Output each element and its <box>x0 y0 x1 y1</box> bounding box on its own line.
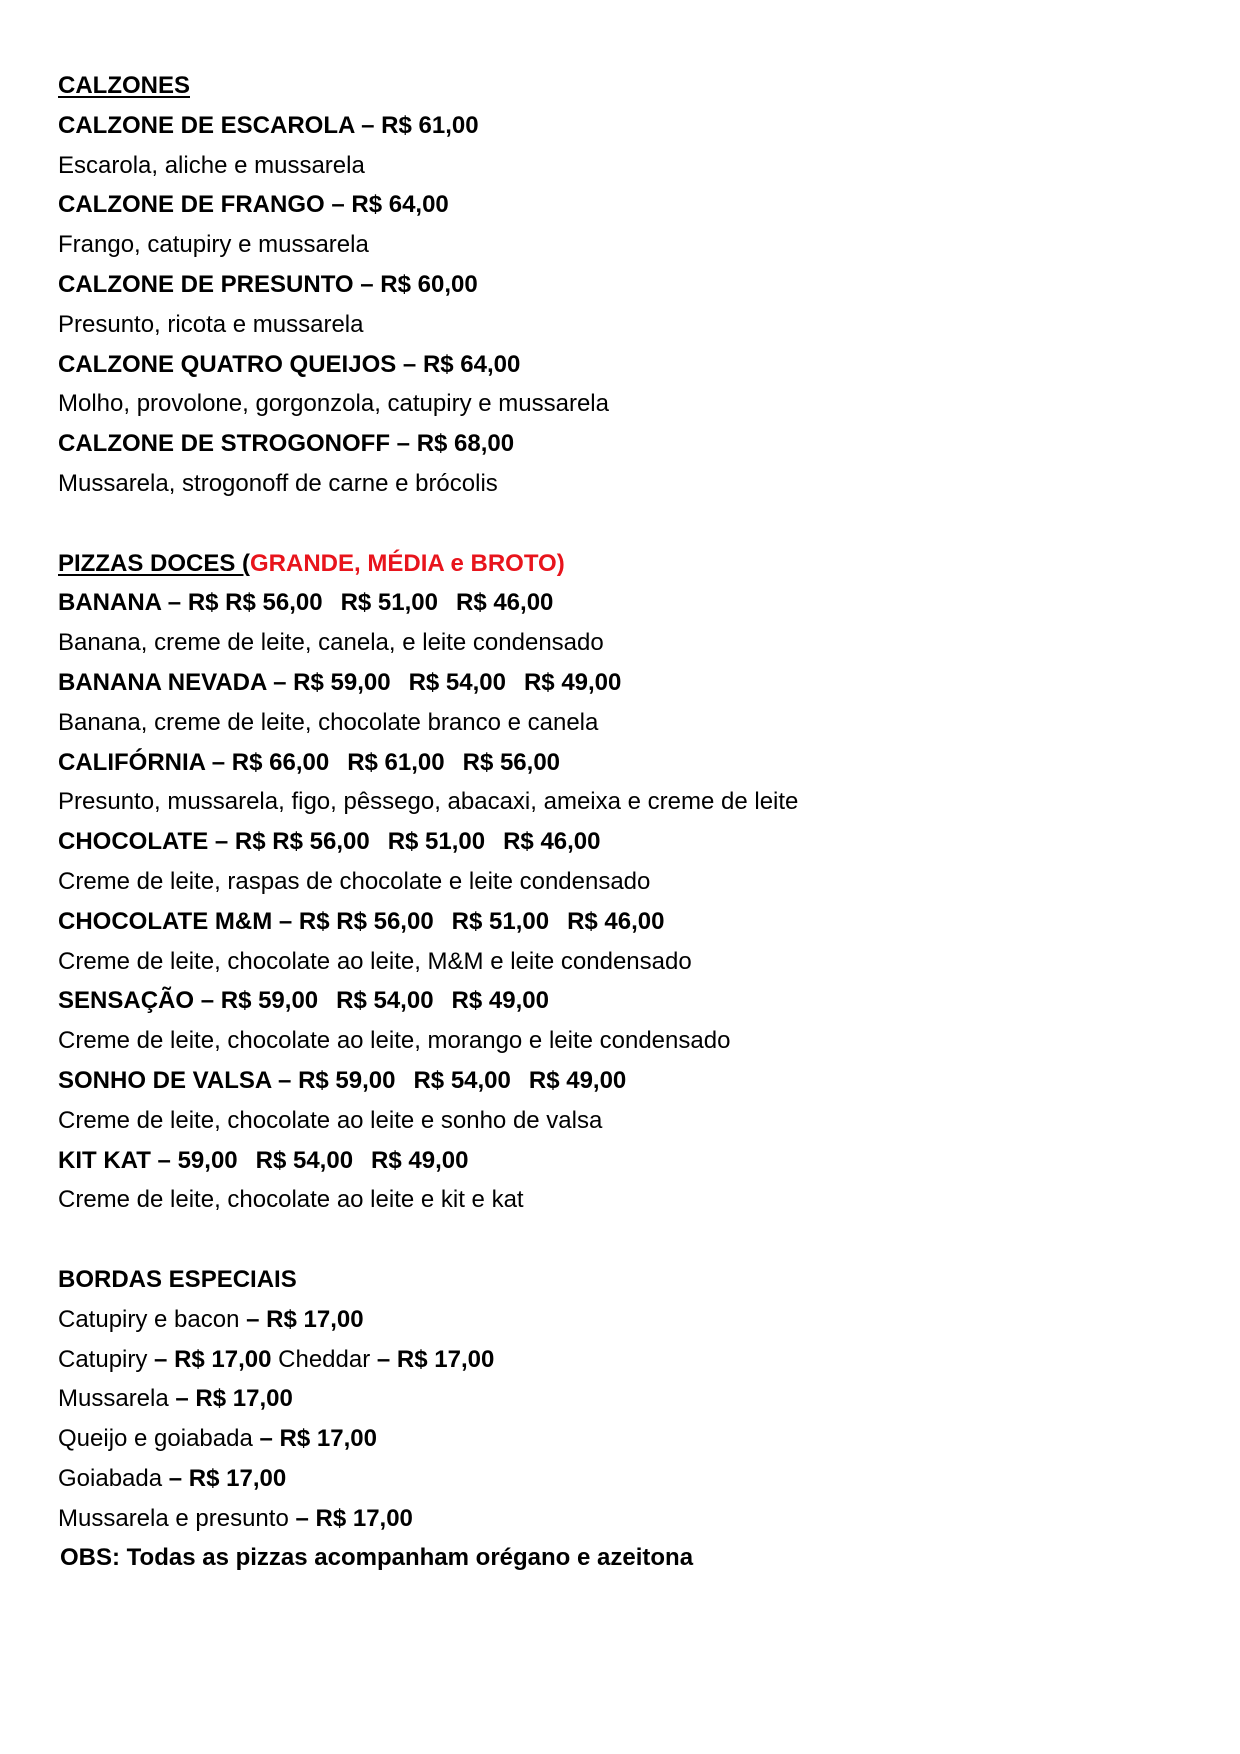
item-description: Creme de leite, chocolate ao leite, M&M e leite condensado <box>58 947 692 975</box>
borda-price: R$ 17,00 <box>396 1345 495 1373</box>
obs-note: OBS: Todas as pizzas acompanham orégano e azeitona <box>60 1544 694 1572</box>
sizes-note: GRANDE, MÉDIA e BROTO) <box>250 549 565 577</box>
item-description: Escarola, aliche e mussarela <box>58 151 365 179</box>
menu-page <box>58 66 1178 1578</box>
item-name: SENSAÇÃO <box>58 987 195 1015</box>
bordas-section <box>58 1260 1178 1578</box>
borda-name: Goiabada <box>58 1464 163 1492</box>
borda-price: R$ 17,00 <box>174 1345 272 1373</box>
price-grande: R$ 59,00 <box>220 987 319 1015</box>
spacer <box>58 504 1178 544</box>
price-grande: R$ 66,00 <box>231 748 330 776</box>
price-grande: 59,00 <box>177 1146 238 1174</box>
item-description: Creme de leite, raspas de chocolate e leite condensado <box>58 867 651 895</box>
menu-item-title: CHOCOLATE – R$ R$ 56,00 R$ 51,00 R$ 46,00 <box>58 828 601 856</box>
bordas-heading: BORDAS ESPECIAIS <box>58 1265 297 1293</box>
price-broto: R$ 46,00 <box>503 828 601 856</box>
item-name: CHOCOLATE <box>58 828 209 856</box>
menu-item-title: CALZONE DE ESCAROLA – R$ 61,00 <box>58 111 479 139</box>
menu-item-title: CALZONE QUATRO QUEIJOS – R$ 64,00 <box>58 350 521 378</box>
item-description: Creme de leite, chocolate ao leite e kit e kat <box>58 1186 524 1214</box>
item-name: CHOCOLATE M&M <box>58 907 273 935</box>
item-name: KIT KAT <box>58 1146 151 1174</box>
borda-item: Catupiry – R$ 17,00 Cheddar – R$ 17,00 <box>58 1345 495 1373</box>
price-media: R$ 51,00 <box>340 589 438 617</box>
borda-price: R$ 17,00 <box>315 1504 413 1532</box>
borda-price: R$ 17,00 <box>188 1464 287 1492</box>
borda-item: Queijo e goiabada – R$ 17,00 <box>58 1425 377 1453</box>
price-grande: R$ R$ 56,00 <box>298 907 434 935</box>
borda-item: Goiabada – R$ 17,00 <box>58 1464 287 1492</box>
menu-item-title: CALZONE DE STROGONOFF – R$ 68,00 <box>58 430 515 458</box>
menu-item-title: BANANA NEVADA – R$ 59,00 R$ 54,00 R$ 49,00 <box>58 668 622 696</box>
item-price: R$ 64,00 <box>422 350 521 378</box>
item-description: Banana, creme de leite, chocolate branco e canela <box>58 708 599 736</box>
item-description: Creme de leite, chocolate ao leite e sonho de valsa <box>58 1106 603 1134</box>
price-media: R$ 54,00 <box>255 1146 354 1174</box>
spacer <box>58 1220 1178 1260</box>
pizzas-doces-section <box>58 544 1178 1221</box>
price-broto: R$ 49,00 <box>451 987 549 1015</box>
price-broto: R$ 49,00 <box>371 1146 469 1174</box>
borda-item: Mussarela – R$ 17,00 <box>58 1385 293 1413</box>
item-description: Mussarela, strogonoff de carne e brócolis <box>58 469 498 497</box>
price-media: R$ 51,00 <box>451 907 550 935</box>
price-broto: R$ 49,00 <box>528 1066 627 1094</box>
menu-item-title: CALIFÓRNIA – R$ 66,00 R$ 61,00 R$ 56,00 <box>58 748 561 776</box>
item-description: Banana, creme de leite, canela, e leite condensado <box>58 629 604 657</box>
borda-name: Queijo e goiabada <box>58 1425 253 1453</box>
borda-name: Mussarela e presunto <box>58 1504 289 1532</box>
item-price: R$ 68,00 <box>416 430 515 458</box>
menu-item-title: KIT KAT – 59,00 R$ 54,00 R$ 49,00 <box>58 1146 469 1174</box>
price-grande: R$ R$ 56,00 <box>234 828 370 856</box>
price-media: R$ 51,00 <box>387 828 486 856</box>
borda-price: R$ 17,00 <box>266 1305 364 1333</box>
menu-item-title: CHOCOLATE M&M – R$ R$ 56,00 R$ 51,00 R$ 46,00 <box>58 907 665 935</box>
item-description: Presunto, ricota e mussarela <box>58 310 364 338</box>
pizzas-doces-heading: PIZZAS DOCES (GRANDE, MÉDIA e BROTO) <box>58 549 565 577</box>
item-name: BANANA <box>58 589 162 617</box>
menu-item-title: CALZONE DE PRESUNTO – R$ 60,00 <box>58 270 478 298</box>
price-broto: R$ 46,00 <box>455 589 554 617</box>
borda-name: Mussarela <box>58 1385 169 1413</box>
item-name: CALZONE DE STROGONOFF <box>58 430 390 458</box>
item-name: CALZONE DE ESCAROLA <box>58 111 355 139</box>
borda-name: Cheddar <box>278 1345 371 1373</box>
item-description: Frango, catupiry e mussarela <box>58 231 369 259</box>
menu-item-title: SONHO DE VALSA – R$ 59,00 R$ 54,00 R$ 49,00 <box>58 1066 627 1094</box>
item-price: R$ 61,00 <box>381 111 479 139</box>
price-broto: R$ 49,00 <box>523 668 622 696</box>
price-grande: R$ 59,00 <box>298 1066 396 1094</box>
menu-item-title: CALZONE DE FRANGO – R$ 64,00 <box>58 191 449 219</box>
price-broto: R$ 56,00 <box>462 748 561 776</box>
borda-item: Mussarela e presunto – R$ 17,00 <box>58 1504 413 1532</box>
item-description: Presunto, mussarela, figo, pêssego, abacaxi, ameixa e creme de leite <box>58 788 799 816</box>
borda-name: Catupiry e bacon <box>58 1305 240 1333</box>
menu-item-title: SENSAÇÃO – R$ 59,00 R$ 54,00 R$ 49,00 <box>58 987 549 1015</box>
price-broto: R$ 46,00 <box>567 907 665 935</box>
item-description: Creme de leite, chocolate ao leite, morango e leite condensado <box>58 1027 731 1055</box>
item-price: R$ 60,00 <box>380 270 478 298</box>
item-name: CALIFÓRNIA <box>58 748 206 776</box>
borda-item: Catupiry e bacon – R$ 17,00 <box>58 1305 364 1333</box>
item-name: CALZONE QUATRO QUEIJOS <box>58 350 397 378</box>
item-price: R$ 64,00 <box>351 191 449 219</box>
item-name: CALZONE DE PRESUNTO <box>58 270 354 298</box>
borda-name: Catupiry <box>58 1345 148 1373</box>
borda-price: R$ 17,00 <box>279 1425 377 1453</box>
menu-item-title: BANANA – R$ R$ 56,00 R$ 51,00 R$ 46,00 <box>58 589 554 617</box>
price-grande: R$ R$ 56,00 <box>187 589 323 617</box>
price-media: R$ 61,00 <box>347 748 445 776</box>
item-name: BANANA NEVADA <box>58 668 267 696</box>
item-name: SONHO DE VALSA <box>58 1066 272 1094</box>
price-grande: R$ 59,00 <box>293 668 391 696</box>
borda-price: R$ 17,00 <box>195 1385 293 1413</box>
price-media: R$ 54,00 <box>408 668 506 696</box>
item-name: CALZONE DE FRANGO <box>58 191 325 219</box>
price-media: R$ 54,00 <box>336 987 434 1015</box>
calzones-section <box>58 66 1178 504</box>
item-description: Molho, provolone, gorgonzola, catupiry e mussarela <box>58 390 609 418</box>
calzones-heading: CALZONES <box>58 72 190 99</box>
price-media: R$ 54,00 <box>413 1066 511 1094</box>
